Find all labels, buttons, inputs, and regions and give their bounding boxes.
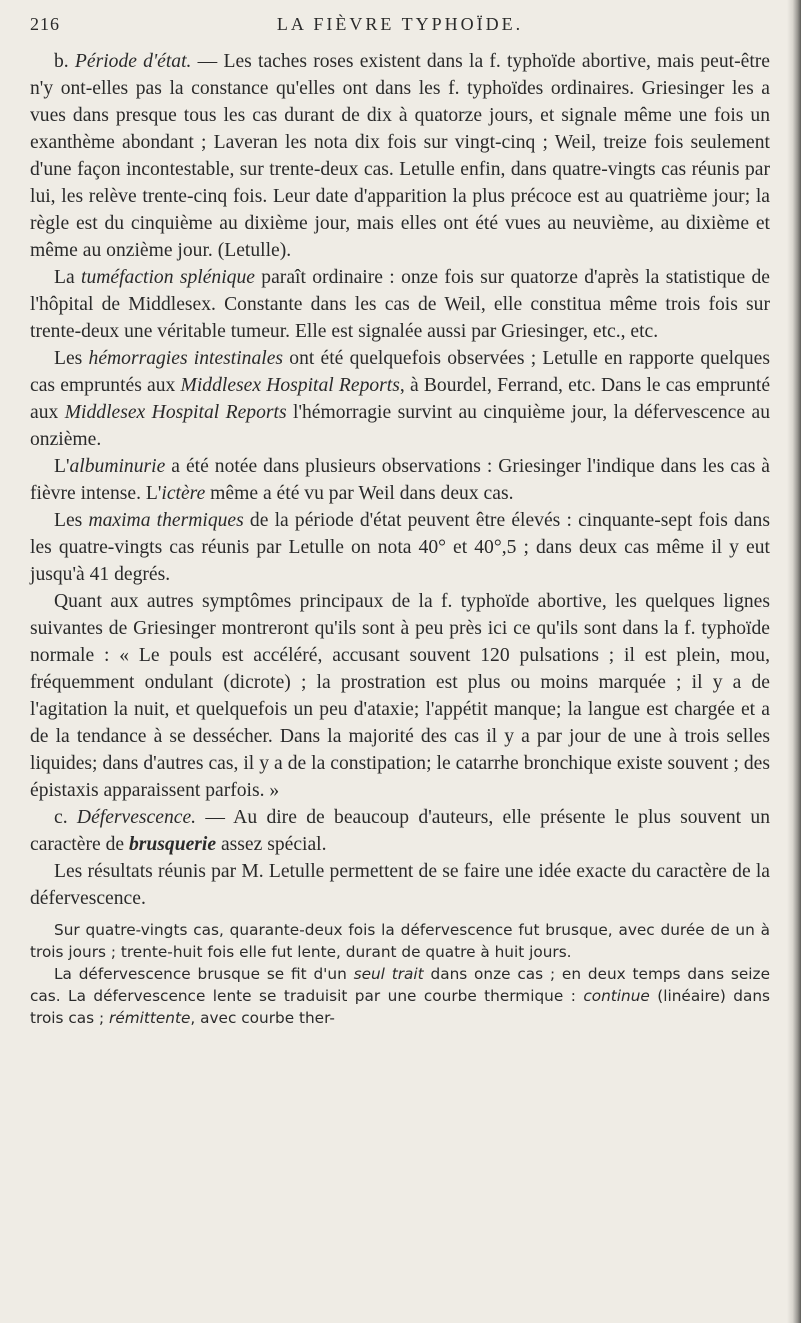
paragraph-resultats: Les résultats réunis par M. Letulle permettent de se faire une idée exacte du caractère de la défervescence. bbox=[30, 861, 770, 909]
paragraph-defervescence: c. Défervescence. — Au dire de beaucoup d'auteurs, elle présente le plus souvent un caractère de brusquerie assez spécial. bbox=[30, 807, 770, 855]
note-paragraph-1: Sur quatre-vingts cas, quarante-deux fois la défervescence fut brusque, avec durée de un à trois jours ; trente-huit fois elle fut lente, durant de quatre à huit jours. bbox=[30, 921, 770, 961]
paragraph-periode-etat: b. Période d'état. — Les taches roses existent dans la f. typhoïde abortive, mais peut-être n'y ont-elles pas la constance qu'elles ont dans les f. typhoïdes ordinaires. Griesinger les a vues dans presque tous les cas durant de dix à quatorze jours, et signale même une fois un exanthème abondant ; Laveran les nota dix fois sur vingt-cinq ; Weil, treize fois seulement d'une façon incontestable, sur trente-deux cas. Letulle enfin, dans quatre-vingts cas réunis par lui, les relève trente-cinq fois. Leur date d'apparition la plus précoce est au quatrième jour; la règle est du cinquième au dixième jour, mais elles ont été vues au neuvième, au dixième et même au onzième jour. (Letulle). bbox=[30, 51, 770, 261]
section-heading-defervescence: Défervescence. bbox=[76, 807, 197, 828]
main-text bbox=[30, 48, 770, 1029]
small-print-note bbox=[30, 919, 770, 1029]
paragraph-tumefaction: La tuméfaction splénique paraît ordinaire : onze fois sur quatorze d'après la statistique de l'hôpital de Middlesex. Constante dans les cas de Weil, elle constitua même trois fois sur trente-deux une véritable tumeur. Elle est signalée aussi par Griesinger, etc., etc. bbox=[30, 267, 771, 342]
section-heading-periode-etat: Période d'état. bbox=[74, 51, 192, 72]
running-header bbox=[30, 14, 770, 38]
page-binding-edge bbox=[787, 0, 801, 1323]
running-title: LA FIÈVRE TYPHOÏDE. bbox=[276, 14, 524, 34]
paragraph-symptomes: Quant aux autres symptômes principaux de la f. typhoïde abortive, les quelques lignes suivantes de Griesinger montreront qu'ils sont à peu près ici ce qu'ils sont dans la f. typhoïde normale : « Le pouls est accéléré, accusant souvent 120 pulsations ; il est plein, mou, fréquemment ondulant (dicrote) ; la prostration est plus ou moins marquée ; il y a de l'agitation la nuit, et quelquefois un peu d'ataxie; l'appétit manque; la langue est chargée et a de la tendance à se dessécher. Dans la majorité des cas il y a par jour de une à trois selles liquides; dans d'autres cas, il y a de la constipation; le catarrhe bronchique existe souvent ; des épistaxis apparaissent parfois. » bbox=[30, 591, 770, 801]
note-paragraph-2: La défervescence brusque se fit d'un seul trait dans onze cas ; en deux temps dans seize cas. La défervescence lente se traduisit par une courbe thermique : continue (linéaire) dans trois cas ; rémittente, avec courbe ther- bbox=[30, 965, 770, 1027]
page-number: 216 bbox=[30, 14, 60, 34]
paragraph-albuminurie: L'albuminurie a été notée dans plusieurs observations : Griesinger l'indique dans les cas à fièvre intense. L'ictère même a été vu par Weil dans deux cas. bbox=[30, 456, 770, 504]
paragraph-maxima: Les maxima thermiques de la période d'état peuvent être élevés : cinquante-sept fois dans les quatre-vingts cas réunis par Letulle on nota 40° et 40°,5 ; dans deux cas même il y eut jusqu'à 41 degrés. bbox=[30, 510, 770, 585]
paragraph-hemorragies: Les hémorragies intestinales ont été quelquefois observées ; Letulle en rapporte quelques cas empruntés aux Middlesex Hospital Reports, à Bourdel, Ferrand, etc. Dans le cas emprunté aux Middlesex Hospital Reports l'hémorragie survint au cinquième jour, la défervescence au onzième. bbox=[30, 348, 771, 450]
